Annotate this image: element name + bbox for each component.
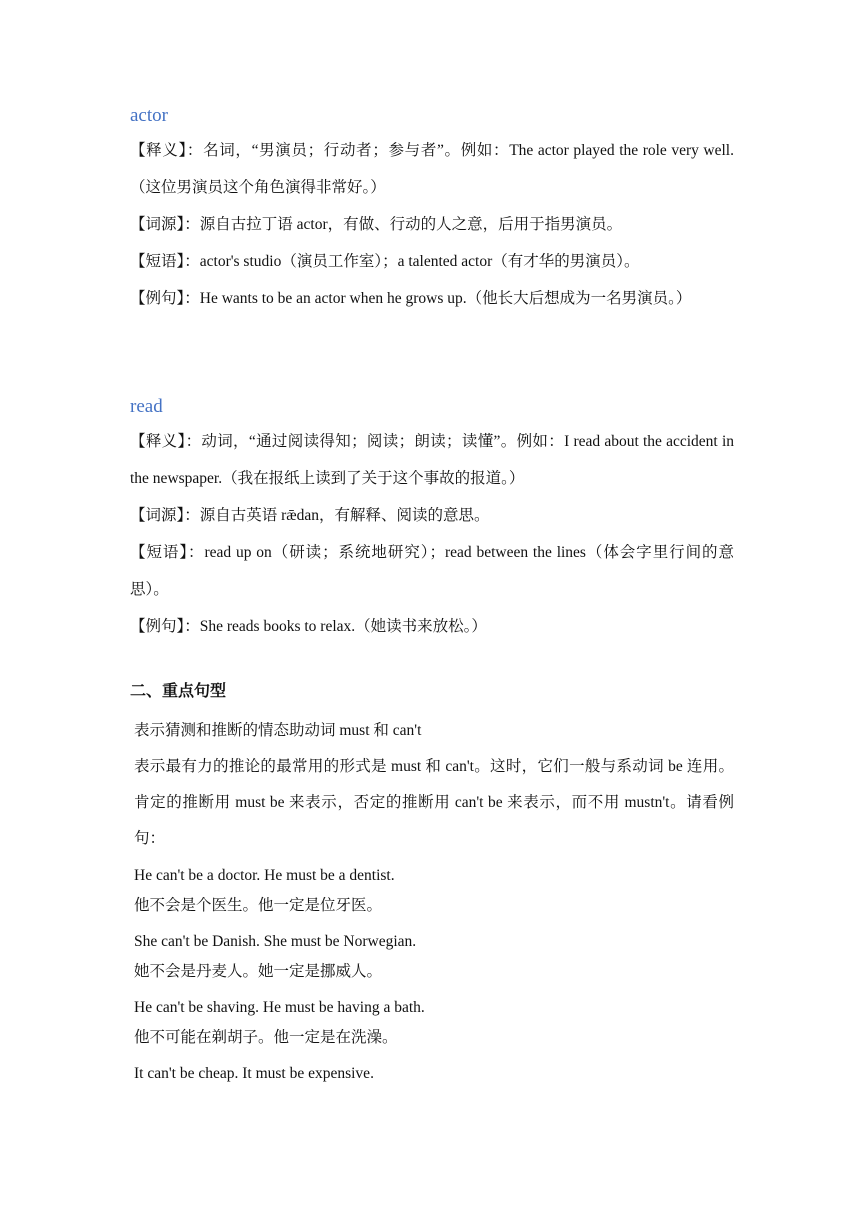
example-pair xyxy=(134,991,734,1051)
example-pair xyxy=(134,859,734,919)
definition-line: 【释义】：名词，“男演员；行动者；参与者”。例如：The actor played the role very well.（这位男演员这个角色演得非常好。） xyxy=(130,142,734,196)
section-subtitle: 表示猜测和推断的情态助动词 must 和 can't xyxy=(134,722,422,739)
phrases-line: 【短语】：actor's studio（演员工作室）；a talented actor（有才华的男演员）。 xyxy=(130,253,640,270)
example-pair xyxy=(134,1057,734,1091)
entry-word: read xyxy=(130,396,163,417)
example-english: He can't be shaving. He must be having a bath. xyxy=(134,999,425,1016)
section-paragraph: 表示最有力的推论的最常用的形式是 must 和 can't。这时，它们一般与系动词 be 连用。肯定的推断用 must be 来表示，否定的推断用 can't be 来表示，而不用 mustn't。请看例句： xyxy=(134,758,734,847)
vocab-entry-actor xyxy=(130,104,734,317)
vocab-entry-read xyxy=(130,395,734,645)
etymology-line: 【词源】：源自古英语 rǣdan，有解释、阅读的意思。 xyxy=(130,507,490,524)
phrases-line: 【短语】：read up on（研读；系统地研究）；read between the lines（体会字里行间的意思）。 xyxy=(130,544,734,598)
etymology-line: 【词源】：源自古拉丁语 actor，有做、行动的人之意，后用于指男演员。 xyxy=(130,216,623,233)
entry-word: actor xyxy=(130,105,168,126)
example-pair xyxy=(134,925,734,985)
grammar-section xyxy=(134,714,734,1097)
example-chinese: 她不会是丹麦人。她一定是挪威人。 xyxy=(134,963,383,980)
example-english: She can't be Danish. She must be Norwegian. xyxy=(134,933,417,950)
example-english: He can't be a doctor. He must be a dentist. xyxy=(134,867,395,884)
example-chinese: 他不会是个医生。他一定是位牙医。 xyxy=(134,897,383,914)
example-line: 【例句】：She reads books to relax.（她读书来放松。） xyxy=(130,618,487,635)
example-line: 【例句】：He wants to be an actor when he grows up.（他长大后想成为一名男演员。） xyxy=(130,290,692,307)
example-chinese: 他不可能在剃胡子。他一定是在洗澡。 xyxy=(134,1029,398,1046)
example-list xyxy=(134,859,734,1091)
example-english: It can't be cheap. It must be expensive. xyxy=(134,1065,374,1082)
definition-line: 【释义】：动词，“通过阅读得知；阅读；朗读；读懂”。例如：I read about the accident in the newspaper.（我在报纸上读到了关于这个事故的报道。） xyxy=(130,433,734,487)
section-heading: 二、重点句型 xyxy=(130,683,227,700)
